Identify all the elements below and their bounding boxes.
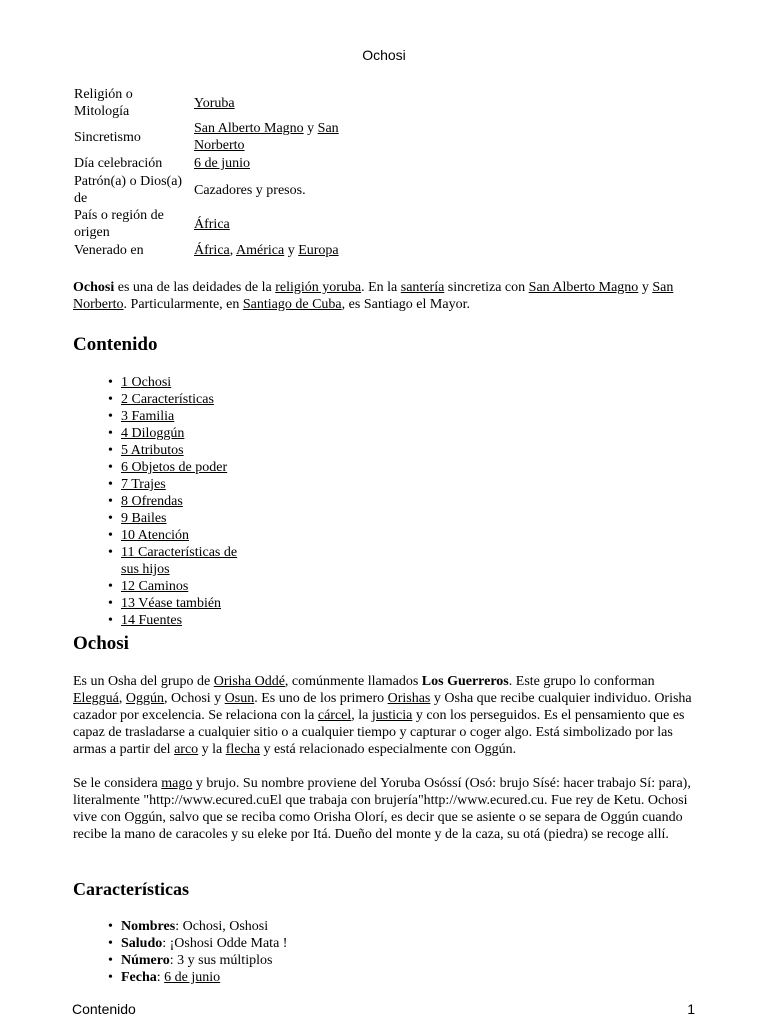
toc-link-12-caminos[interactable]: 12 Caminos xyxy=(121,579,189,594)
toc-item xyxy=(107,476,257,493)
toc-link-14-fuentes[interactable]: 14 Fuentes xyxy=(121,613,183,628)
body-text: . Este grupo lo conforman xyxy=(508,674,655,689)
infobox-link-san-alberto-magno[interactable]: San Alberto Magno xyxy=(194,121,304,136)
link-santeria[interactable]: santería xyxy=(400,280,445,295)
infobox-key: Sincretismo xyxy=(74,129,141,145)
infobox-link-6-de-junio[interactable]: 6 de junio xyxy=(194,156,250,171)
infobox-key: País o región de origen xyxy=(74,208,164,240)
toc-item xyxy=(107,425,257,442)
body-text: Es un Osha del grupo de xyxy=(73,674,214,689)
infobox-value-text: , xyxy=(229,243,236,258)
infobox-row xyxy=(72,154,356,173)
toc-item xyxy=(107,510,257,527)
caracteristicas-label: Fecha xyxy=(121,970,157,985)
intro-paragraph xyxy=(73,279,698,313)
toc-link-10-atencion[interactable]: 10 Atención xyxy=(121,528,190,543)
toc-item xyxy=(107,442,257,459)
link-arco[interactable]: arco xyxy=(174,742,199,757)
intro-text: y xyxy=(638,280,653,295)
link-orisha-odde[interactable]: Orisha Oddé xyxy=(213,674,285,689)
infobox-link-yoruba[interactable]: Yoruba xyxy=(194,95,235,111)
caracteristicas-value: : ¡Oshosi Odde Mata ! xyxy=(162,936,288,951)
toc-link-3-familia[interactable]: 3 Familia xyxy=(121,409,175,424)
toc-link-7-trajes[interactable]: 7 Trajes xyxy=(121,477,166,492)
intro-text: sincretiza con xyxy=(444,280,529,295)
link-san-norberto[interactable]: San Norberto xyxy=(73,280,674,312)
toc-item xyxy=(107,391,257,408)
infobox-link-africa[interactable]: África xyxy=(194,216,230,232)
toc-link-13-vease-tambien[interactable]: 13 Véase también xyxy=(121,596,222,611)
infobox-row xyxy=(72,86,356,120)
infobox-key: Religión o Mitología xyxy=(74,87,133,119)
caracteristicas-item xyxy=(107,935,507,952)
toc-item xyxy=(107,527,257,544)
link-eleggua[interactable]: Elegguá xyxy=(73,691,119,706)
caracteristicas-value: : Ochosi, Oshosi xyxy=(175,919,269,934)
body-text: , xyxy=(118,691,126,706)
toc-heading: Contenido xyxy=(73,334,158,355)
section-ochosi-paragraph-1 xyxy=(73,673,698,758)
caracteristicas-link-6-de-junio[interactable]: 6 de junio xyxy=(164,970,221,985)
intro-text: . Particularmente, en xyxy=(123,297,243,312)
body-text: . Es uno de los primero xyxy=(254,691,388,706)
link-oggun[interactable]: Oggún xyxy=(125,691,164,706)
body-text: y con los perseguidos. Es el pensamiento que es capaz de trasladarse a cualquier sitio o a cualquier tiempo y capturar o coger algo. Está simbolizado por las armas a partir del xyxy=(73,708,685,757)
infobox-value xyxy=(192,86,356,120)
body-text: Se le considera xyxy=(73,776,162,791)
toc-link-8-ofrendas[interactable]: 8 Ofrendas xyxy=(121,494,183,509)
intro-bold-name: Ochosi xyxy=(73,280,115,295)
infobox-link-africa[interactable]: África xyxy=(194,243,230,258)
caracteristicas-item xyxy=(107,918,507,935)
toc-item xyxy=(107,493,257,510)
intro-text: , es Santiago el Mayor. xyxy=(341,297,470,312)
caracteristicas-item xyxy=(107,952,507,969)
link-orishas[interactable]: Orishas xyxy=(387,691,431,706)
caracteristicas-list xyxy=(107,918,507,986)
toc-item xyxy=(107,374,257,391)
infobox-value xyxy=(192,173,356,207)
caracteristicas-label: Nombres xyxy=(121,919,176,934)
toc-item xyxy=(107,612,257,629)
body-text: y Osha que recibe cualquier individuo. Orisha cazador por excelencia. Se relaciona con la xyxy=(73,691,692,723)
infobox-row xyxy=(72,207,356,241)
footer-section-label: Contenido xyxy=(72,1001,136,1017)
toc-link-11-caracteristicas-de-sus-hijos[interactable]: 11 Características de sus hijos xyxy=(121,545,238,577)
caracteristicas-item xyxy=(107,969,507,986)
link-flecha[interactable]: flecha xyxy=(225,742,260,757)
link-san-alberto-magno[interactable]: San Alberto Magno xyxy=(528,280,639,295)
caracteristicas-label: Saludo xyxy=(121,936,163,951)
toc-item xyxy=(107,408,257,425)
toc-item xyxy=(107,459,257,476)
toc-link-5-atributos[interactable]: 5 Atributos xyxy=(121,443,184,458)
toc-link-4-diloggun[interactable]: 4 Diloggún xyxy=(121,426,185,441)
infobox-link-san-norberto[interactable]: San Norberto xyxy=(194,121,339,153)
body-text: y la xyxy=(198,742,226,757)
toc-item xyxy=(107,544,257,578)
infobox-value-text: y xyxy=(284,243,299,258)
infobox-value xyxy=(192,154,356,173)
toc-item xyxy=(107,595,257,612)
infobox-key: Día celebración xyxy=(74,156,163,171)
section-heading-caracteristicas: Características xyxy=(73,879,189,899)
infobox-link-america[interactable]: América xyxy=(236,243,285,258)
infobox-table xyxy=(72,86,356,260)
intro-text: . En la xyxy=(361,280,401,295)
infobox-value-text: y xyxy=(303,121,318,136)
table-of-contents xyxy=(107,374,257,629)
link-carcel[interactable]: cárcel xyxy=(317,708,352,723)
toc-item xyxy=(107,578,257,595)
toc-link-2-caracteristicas[interactable]: 2 Características xyxy=(121,392,214,407)
caracteristicas-value: : xyxy=(156,970,165,985)
intro-text: es una de las deidades de la xyxy=(114,280,276,295)
infobox-row xyxy=(72,173,356,207)
infobox-value xyxy=(192,241,356,260)
link-religion-yoruba[interactable]: religión yoruba xyxy=(275,280,362,295)
link-justicia[interactable]: justicia xyxy=(371,708,413,723)
bold-los-guerreros: Los Guerreros xyxy=(421,674,509,689)
link-osun[interactable]: Osun xyxy=(224,691,255,706)
toc-link-1-ochosi[interactable]: 1 Ochosi xyxy=(121,375,172,390)
infobox-key: Patrón(a) o Dios(a) de xyxy=(74,174,183,206)
body-text: , Ochosi y xyxy=(164,691,225,706)
infobox-row xyxy=(72,241,356,260)
section-heading-ochosi: Ochosi xyxy=(73,633,129,654)
body-text: y está relacionado especialmente con Oggún. xyxy=(259,742,517,757)
infobox-value xyxy=(192,120,356,154)
body-text: , la xyxy=(351,708,372,723)
infobox-link-europa[interactable]: Europa xyxy=(298,243,339,258)
infobox-value-text: Cazadores y presos. xyxy=(194,182,306,198)
infobox-row xyxy=(72,120,356,154)
infobox-value xyxy=(192,207,356,241)
infobox-key: Venerado en xyxy=(74,243,144,258)
toc-link-6-objetos-de-poder[interactable]: 6 Objetos de poder xyxy=(121,460,228,475)
section-ochosi-paragraph-2 xyxy=(73,775,698,843)
link-mago[interactable]: mago xyxy=(161,776,193,791)
footer-page-number: 1 xyxy=(687,1001,695,1017)
body-text: , comúnmente llamados xyxy=(284,674,422,689)
page-header-title: Ochosi xyxy=(362,47,406,63)
body-text: y brujo. Su nombre proviene del Yoruba Osóssí (Osó: brujo Sísé: hacer trabajo Sí: para), literalmente "http://www.ecured.cuEl que trabaja con brujería"http://www.ecured.cu. Fue rey de Ketu. Ochosi vive con Oggún, salvo que se reciba como Orisha Olorí, es decir que se asiente o se separa de Oggún cuando recibe la mano de caracoles y su eleke por Itá. Dueño del monte y de la caza, su otá (piedra) se recoge allí. xyxy=(73,776,691,842)
link-santiago-de-cuba[interactable]: Santiago de Cuba xyxy=(242,297,342,312)
toc-link-9-bailes[interactable]: 9 Bailes xyxy=(121,511,167,526)
caracteristicas-label: Número xyxy=(121,953,170,968)
caracteristicas-value: : 3 y sus múltiplos xyxy=(169,953,273,968)
